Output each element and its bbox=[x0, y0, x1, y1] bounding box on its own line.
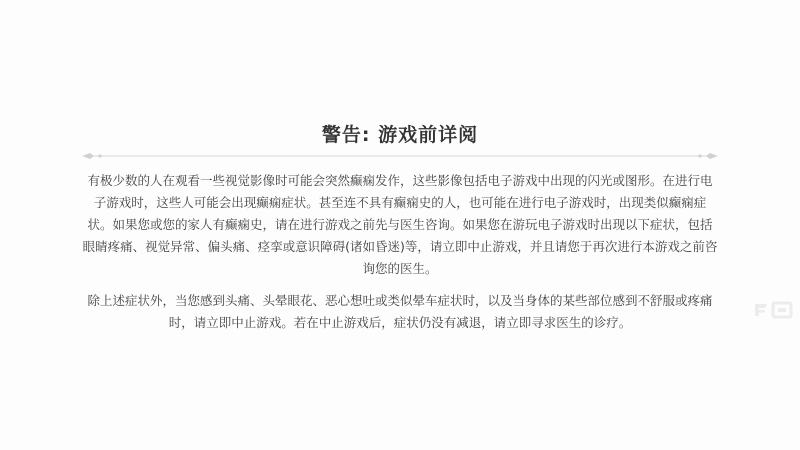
ornamental-divider-icon bbox=[80, 150, 720, 162]
douyu-watermark-icon bbox=[752, 299, 796, 321]
warning-paragraph-1: 有极少数的人在观看一些视觉影像时可能会突然癫痫发作，这些影像包括电子游戏中出现的闪光或图形。在进行电子游戏时，这些人可能会出现癫痫症状。甚至连不具有癫痫史的人，也可能在进行电子游戏时，出现类似癫痫症状。如果您或您的家人有癫痫史，请在进行游戏之前先与医生咨询。如果您在游玩电子游戏时出现以下症状，包括眼睛疼痛、视觉异常、偏头痛、痉挛或意识障碍(诸如昏迷)等，请立即中止游戏，并且请您于再次进行本游戏之前咨询您的医生。 bbox=[82, 173, 718, 276]
warning-paragraph-2: 除上述症状外，当您感到头痛、头晕眼花、恶心想吐或类似晕车症状时，以及当身体的某些部位感到不舒服或疼痛时，请立即中止游戏。若在中止游戏后，症状仍没有减退，请立即寻求医生的诊疗。 bbox=[87, 293, 713, 330]
warning-title: 警告: 游戏前详阅 bbox=[321, 124, 479, 146]
